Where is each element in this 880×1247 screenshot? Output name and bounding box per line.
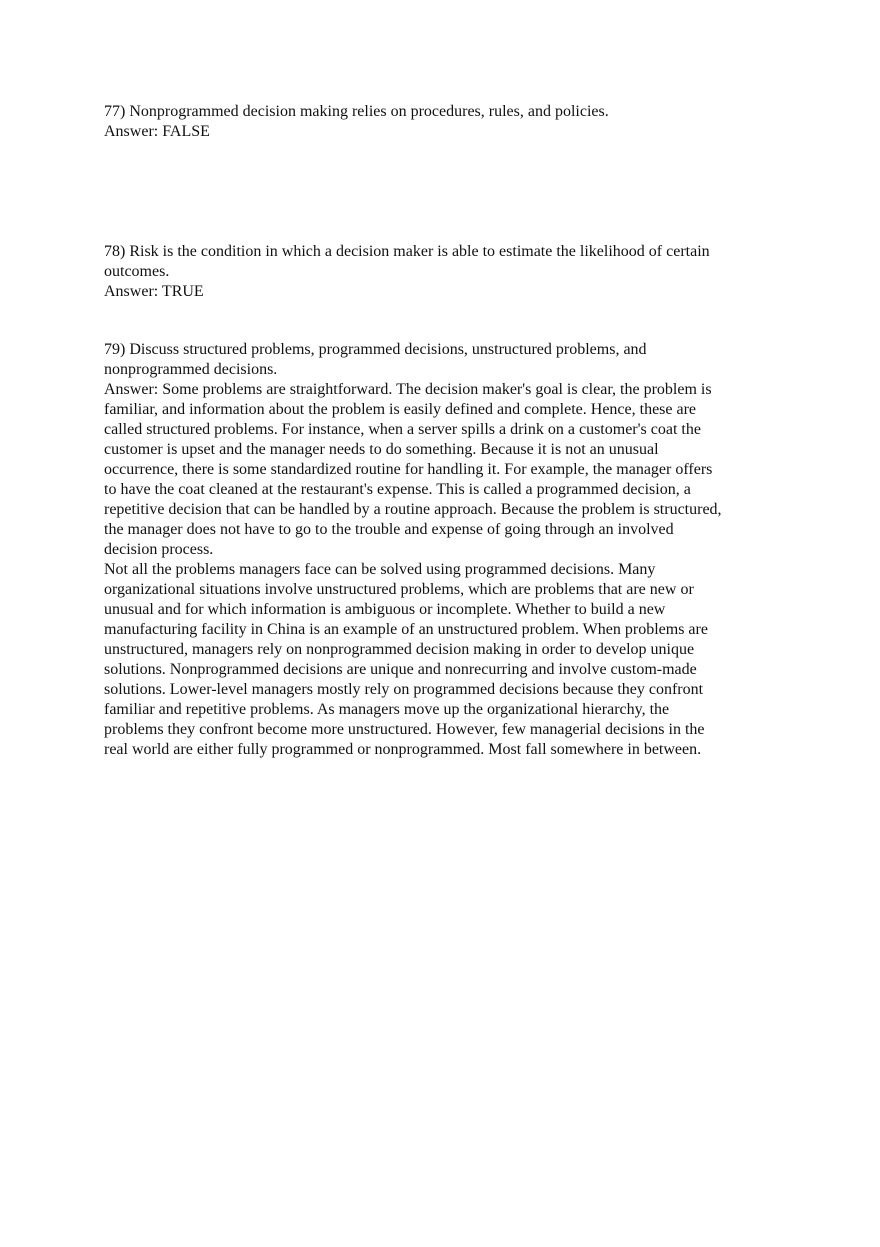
answer-text: Answer: FALSE: [104, 123, 210, 140]
question-77: [104, 102, 609, 142]
answer-text: occurrence, there is some standardized routine for handling it. For example, the manager offers: [104, 461, 713, 478]
answer-text: problems they confront become more unstructured. However, few managerial decisions in the: [104, 721, 705, 738]
question-text: 79) Discuss structured problems, programmed decisions, unstructured problems, and: [104, 341, 647, 358]
answer-text: manufacturing facility in China is an example of an unstructured problem. When problems are: [104, 621, 708, 638]
answer-text: solutions. Nonprogrammed decisions are unique and nonrecurring and involve custom-made: [104, 661, 697, 678]
answer-text: organizational situations involve unstructured problems, which are problems that are new or: [104, 581, 694, 598]
question-text: nonprogrammed decisions.: [104, 361, 278, 378]
answer-text: called structured problems. For instance, when a server spills a drink on a customer's coat the: [104, 421, 701, 438]
question-78: [104, 242, 710, 302]
answer-text: familiar, and information about the problem is easily defined and complete. Hence, these are: [104, 401, 697, 418]
answer-text: familiar and repetitive problems. As managers move up the organizational hierarchy, the: [104, 701, 670, 718]
answer-text: to have the coat cleaned at the restaurant's expense. This is called a programmed decision, a: [104, 481, 691, 498]
question-text: 77) Nonprogrammed decision making relies on procedures, rules, and policies.: [104, 103, 609, 120]
question-text: 78) Risk is the condition in which a decision maker is able to estimate the likelihood of certain: [104, 243, 710, 260]
answer-text: Not all the problems managers face can be solved using programmed decisions. Many: [104, 561, 656, 578]
answer-text: the manager does not have to go to the trouble and expense of going through an involved: [104, 521, 674, 538]
question-79: [104, 340, 722, 760]
question-text: outcomes.: [104, 263, 170, 280]
answer-text: solutions. Lower-level managers mostly rely on programmed decisions because they confront: [104, 681, 704, 698]
answer-text: customer is upset and the manager needs to do something. Because it is not an unusual: [104, 441, 659, 458]
answer-text: repetitive decision that can be handled by a routine approach. Because the problem is structured,: [104, 501, 722, 518]
answer-text: unusual and for which information is ambiguous or incomplete. Whether to build a new: [104, 601, 666, 618]
answer-text: unstructured, managers rely on nonprogrammed decision making in order to develop unique: [104, 641, 695, 658]
answer-text: decision process.: [104, 541, 214, 558]
answer-text: real world are either fully programmed or nonprogrammed. Most fall somewhere in between.: [104, 741, 702, 758]
answer-text: Answer: TRUE: [104, 283, 204, 300]
answer-text: Answer: Some problems are straightforward. The decision maker's goal is clear, the problem is: [104, 381, 712, 398]
